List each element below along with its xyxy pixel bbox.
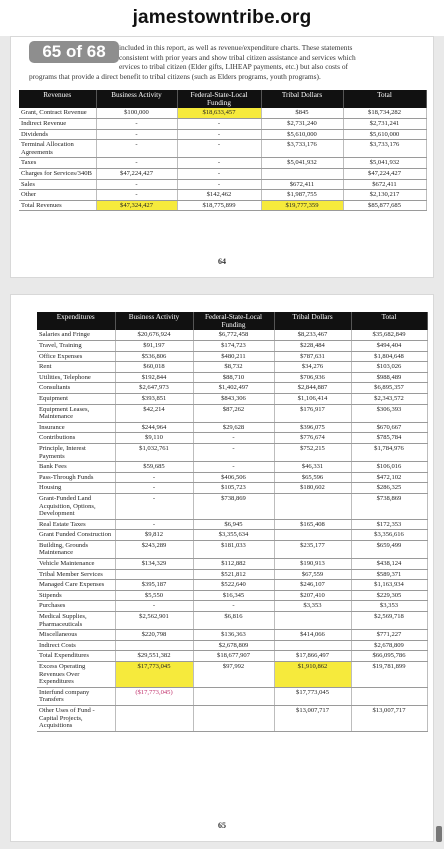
table-cell: $522,640 <box>193 580 274 591</box>
table-cell: - <box>193 443 274 461</box>
table-row <box>37 341 427 352</box>
column-header: Business Activity <box>96 90 177 108</box>
column-header: Tribal Dollars <box>274 312 351 330</box>
table-cell: - <box>177 140 261 158</box>
table-cell: $17,773,045 <box>115 662 193 688</box>
column-header: Expenditures <box>37 312 115 330</box>
row-label: Office Expenses <box>37 351 115 362</box>
table-cell: $106,016 <box>351 462 427 473</box>
table-cell: $8,732 <box>193 362 274 373</box>
row-label: Medical Supplies, Pharmaceuticals <box>37 612 115 630</box>
table-cell: - <box>96 190 177 201</box>
column-header: Total <box>351 312 427 330</box>
table-row <box>37 404 427 422</box>
table-cell: $244,964 <box>115 422 193 433</box>
table-cell: $220,798 <box>115 630 193 641</box>
table-cell: - <box>115 601 193 612</box>
table-cell: $8,233,467 <box>274 330 351 340</box>
table-cell: $286,325 <box>351 483 427 494</box>
table-cell: $85,877,685 <box>343 200 426 211</box>
expenditures-body <box>37 330 427 731</box>
table-cell: $20,676,924 <box>115 330 193 340</box>
table-cell: $5,041,932 <box>343 158 426 169</box>
table-cell <box>351 687 427 705</box>
intro-line: ervices to tribal citizen (Elder gifts, LIHEAP payments, etc.) but also costs of <box>119 62 348 72</box>
row-label: Stipends <box>37 590 115 601</box>
table-row <box>37 640 427 651</box>
table-cell: $18,633,457 <box>177 108 261 118</box>
table-cell: $672,411 <box>343 179 426 190</box>
table-cell: $589,371 <box>351 569 427 580</box>
row-label: Grant Funded Construction <box>37 530 115 541</box>
table-cell: $536,806 <box>115 351 193 362</box>
table-cell: $672,411 <box>261 179 343 190</box>
table-cell: $46,331 <box>274 462 351 473</box>
table-cell: $414,066 <box>274 630 351 641</box>
table-cell: $112,882 <box>193 559 274 570</box>
row-label: Building, Grounds Maintenance <box>37 540 115 558</box>
table-cell: $17,866,497 <box>274 651 351 662</box>
table-cell: - <box>96 129 177 140</box>
table-cell: $29,628 <box>193 422 274 433</box>
page-number: 64 <box>218 257 226 266</box>
table-cell: - <box>193 601 274 612</box>
table-row <box>19 108 426 118</box>
table-cell: $306,393 <box>351 404 427 422</box>
row-label: Charges for Services/340B <box>19 168 96 179</box>
table-row <box>37 687 427 705</box>
table-cell: $776,674 <box>274 433 351 444</box>
table-row <box>19 179 426 190</box>
row-label: Interfund company Transfers <box>37 687 115 705</box>
table-cell: $3,353 <box>274 601 351 612</box>
table-cell: $988,489 <box>351 372 427 383</box>
page-counter-badge: 65 of 68 <box>29 41 119 63</box>
table-row <box>37 443 427 461</box>
table-cell: $5,041,932 <box>261 158 343 169</box>
row-label: Total Revenues <box>19 200 96 211</box>
table-cell: ($17,773,045) <box>115 687 193 705</box>
table-cell: $5,610,000 <box>343 129 426 140</box>
table-cell: - <box>96 179 177 190</box>
table-cell: $494,404 <box>351 341 427 352</box>
table-row <box>37 651 427 662</box>
table-cell: - <box>193 433 274 444</box>
table-row <box>37 362 427 373</box>
table-cell: $438,124 <box>351 559 427 570</box>
table-row <box>37 493 427 519</box>
row-label: Grant, Contract Revenue <box>19 108 96 118</box>
row-label: Pass-Through Funds <box>37 472 115 483</box>
table-row <box>37 351 427 362</box>
revenues-body <box>19 108 426 210</box>
table-cell: $172,353 <box>351 519 427 530</box>
table-cell: $91,197 <box>115 341 193 352</box>
revenues-table <box>19 90 427 211</box>
table-cell: $2,647,973 <box>115 383 193 394</box>
table-cell: $18,677,907 <box>193 651 274 662</box>
table-cell: $136,363 <box>193 630 274 641</box>
row-label: Contributions <box>37 433 115 444</box>
table-cell: $103,026 <box>351 362 427 373</box>
row-label: Real Estate Taxes <box>37 519 115 530</box>
table-cell: $66,095,786 <box>351 651 427 662</box>
table-row <box>37 662 427 688</box>
table-cell: $190,913 <box>274 559 351 570</box>
table-cell: $521,812 <box>193 569 274 580</box>
row-label: Dividends <box>19 129 96 140</box>
table-cell: $2,343,572 <box>351 393 427 404</box>
table-cell: $3,733,176 <box>261 140 343 158</box>
row-label: Insurance <box>37 422 115 433</box>
table-cell <box>274 493 351 519</box>
row-label: Other Uses of Fund - Capital Projects, Acquisitions <box>37 705 115 731</box>
table-cell: $843,306 <box>193 393 274 404</box>
row-label: Tribal Member Services <box>37 569 115 580</box>
row-label: Grant-Funded Land Acquisition, Options, Development <box>37 493 115 519</box>
table-row <box>37 483 427 494</box>
table-cell: $235,177 <box>274 540 351 558</box>
table-row <box>19 158 426 169</box>
table-cell: - <box>115 493 193 519</box>
table-cell: $176,917 <box>274 404 351 422</box>
table-cell: $395,187 <box>115 580 193 591</box>
expenditures-table <box>37 312 428 732</box>
table-cell: $2,678,809 <box>351 640 427 651</box>
table-cell: $9,110 <box>115 433 193 444</box>
table-cell: $180,602 <box>274 483 351 494</box>
row-label: Vehicle Maintenance <box>37 559 115 570</box>
table-cell: - <box>177 158 261 169</box>
table-cell: $2,678,809 <box>193 640 274 651</box>
intro-line: programs that provide a direct benefit to tribal citizens (such as Elders programs, youth programs). <box>29 71 321 81</box>
table-cell: $3,355,634 <box>193 530 274 541</box>
table-cell: $13,007,717 <box>351 705 427 731</box>
table-row <box>37 601 427 612</box>
table-cell: $134,329 <box>115 559 193 570</box>
site-header <box>0 0 444 36</box>
row-label: Total Expenditures <box>37 651 115 662</box>
row-label: Sales <box>19 179 96 190</box>
column-header: Revenues <box>19 90 96 108</box>
table-cell: $65,596 <box>274 472 351 483</box>
table-cell: $738,869 <box>351 493 427 519</box>
row-label: Indirect Costs <box>37 640 115 651</box>
table-row <box>19 119 426 130</box>
table-row <box>37 530 427 541</box>
table-cell: - <box>96 158 177 169</box>
table-cell: $2,731,241 <box>343 119 426 130</box>
table-row <box>37 519 427 530</box>
table-cell <box>115 705 193 731</box>
table-cell: $47,224,427 <box>96 168 177 179</box>
table-row <box>37 569 427 580</box>
table-cell: $6,772,458 <box>193 330 274 340</box>
table-cell: $2,562,901 <box>115 612 193 630</box>
table-cell: $9,812 <box>115 530 193 541</box>
table-row <box>37 590 427 601</box>
table-cell: $60,018 <box>115 362 193 373</box>
column-header: Federal-State-Local Funding <box>193 312 274 330</box>
table-row <box>37 393 427 404</box>
table-cell: $2,731,240 <box>261 119 343 130</box>
table-cell: $2,130,217 <box>343 190 426 201</box>
row-label: Taxes <box>19 158 96 169</box>
table-cell <box>274 640 351 651</box>
table-cell: $1,163,934 <box>351 580 427 591</box>
column-header: Tribal Dollars <box>261 90 343 108</box>
table-row <box>37 540 427 558</box>
table-cell: - <box>177 168 261 179</box>
row-label: Consultants <box>37 383 115 394</box>
table-cell: $472,102 <box>351 472 427 483</box>
table-row <box>37 612 427 630</box>
document-page-64 <box>10 36 434 278</box>
table-cell: - <box>177 179 261 190</box>
table-cell: - <box>193 462 274 473</box>
table-cell: $87,262 <box>193 404 274 422</box>
table-cell: $47,324,427 <box>96 200 177 211</box>
table-cell: $29,551,382 <box>115 651 193 662</box>
table-cell: $396,075 <box>274 422 351 433</box>
table-cell: - <box>115 483 193 494</box>
table-cell: $670,667 <box>351 422 427 433</box>
table-row <box>37 559 427 570</box>
table-cell <box>274 530 351 541</box>
table-cell: - <box>96 140 177 158</box>
table-cell: $771,227 <box>351 630 427 641</box>
table-cell: $845 <box>261 108 343 118</box>
row-label: Bank Fees <box>37 462 115 473</box>
table-cell: $229,305 <box>351 590 427 601</box>
table-row <box>37 433 427 444</box>
table-cell: $1,784,976 <box>351 443 427 461</box>
table-cell: $3,353 <box>351 601 427 612</box>
row-label: Housing <box>37 483 115 494</box>
row-label: Purchases <box>37 601 115 612</box>
table-row <box>37 630 427 641</box>
table-cell: $35,682,849 <box>351 330 427 340</box>
table-cell: $659,499 <box>351 540 427 558</box>
table-cell: $88,710 <box>193 372 274 383</box>
table-cell: $738,869 <box>193 493 274 519</box>
table-cell: - <box>177 119 261 130</box>
table-cell: $1,804,648 <box>351 351 427 362</box>
intro-line: consistent with prior years and show tribal citizen assistance and services which <box>119 52 356 62</box>
table-cell: $787,631 <box>274 351 351 362</box>
column-header: Business Activity <box>115 312 193 330</box>
table-row <box>19 200 426 211</box>
row-label: Other <box>19 190 96 201</box>
table-cell: $97,992 <box>193 662 274 688</box>
table-row <box>19 190 426 201</box>
row-label: Excess Operating Revenues Over Expenditures <box>37 662 115 688</box>
row-label: Rent <box>37 362 115 373</box>
table-row <box>19 168 426 179</box>
row-label: Indirect Revenue <box>19 119 96 130</box>
table-cell: $1,106,414 <box>274 393 351 404</box>
table-cell: $3,356,616 <box>351 530 427 541</box>
table-cell <box>115 569 193 580</box>
column-header: Federal-State-Local Funding <box>177 90 261 108</box>
table-cell: $16,345 <box>193 590 274 601</box>
table-cell: $59,685 <box>115 462 193 473</box>
table-cell: $105,723 <box>193 483 274 494</box>
table-cell: $13,007,717 <box>274 705 351 731</box>
table-cell: $34,276 <box>274 362 351 373</box>
table-cell <box>193 705 274 731</box>
row-label: Equipment <box>37 393 115 404</box>
table-cell: $1,987,755 <box>261 190 343 201</box>
table-cell: $18,775,899 <box>177 200 261 211</box>
table-cell: $406,506 <box>193 472 274 483</box>
table-cell: $2,844,887 <box>274 383 351 394</box>
table-cell: - <box>177 129 261 140</box>
table-cell: $752,215 <box>274 443 351 461</box>
table-row <box>19 140 426 158</box>
table-cell: $6,945 <box>193 519 274 530</box>
table-cell: $19,781,899 <box>351 662 427 688</box>
table-cell: - <box>115 519 193 530</box>
row-label: Utilities, Telephone <box>37 372 115 383</box>
table-row <box>37 580 427 591</box>
row-label: Equipment Leases, Maintenance <box>37 404 115 422</box>
revenues-header-row <box>19 90 426 108</box>
table-row <box>37 472 427 483</box>
row-label: Managed Care Expenses <box>37 580 115 591</box>
row-label: Salaries and Fringe <box>37 330 115 340</box>
expenditures-header-row <box>37 312 427 330</box>
table-cell: $1,402,497 <box>193 383 274 394</box>
table-row <box>37 462 427 473</box>
table-cell: $174,723 <box>193 341 274 352</box>
scrollbar-thumb[interactable] <box>436 826 442 842</box>
row-label: Miscellaneous <box>37 630 115 641</box>
table-cell: $5,610,000 <box>261 129 343 140</box>
site-title[interactable]: jamestowntribe.org <box>132 7 312 28</box>
table-cell: $785,784 <box>351 433 427 444</box>
table-cell: $246,107 <box>274 580 351 591</box>
table-cell: $6,895,357 <box>351 383 427 394</box>
table-cell: - <box>115 472 193 483</box>
document-page-65 <box>10 294 434 842</box>
column-header: Total <box>343 90 426 108</box>
row-label: Principle, Interest Payments <box>37 443 115 461</box>
table-cell: $142,462 <box>177 190 261 201</box>
table-cell: $5,550 <box>115 590 193 601</box>
table-cell: $19,777,359 <box>261 200 343 211</box>
intro-line: included in this report, as well as revenue/expenditure charts. These statements <box>119 43 353 52</box>
table-cell: $18,734,282 <box>343 108 426 118</box>
table-row <box>37 705 427 731</box>
table-cell: $706,936 <box>274 372 351 383</box>
table-cell: $480,211 <box>193 351 274 362</box>
table-cell <box>115 640 193 651</box>
table-cell: - <box>96 119 177 130</box>
table-cell: $393,851 <box>115 393 193 404</box>
table-cell: $228,484 <box>274 341 351 352</box>
table-cell: $6,816 <box>193 612 274 630</box>
table-cell: $100,000 <box>96 108 177 118</box>
table-cell: $243,289 <box>115 540 193 558</box>
table-cell <box>193 687 274 705</box>
row-label: Travel, Training <box>37 341 115 352</box>
table-cell: $207,410 <box>274 590 351 601</box>
table-cell <box>274 612 351 630</box>
table-cell: $47,224,427 <box>343 168 426 179</box>
table-cell <box>261 168 343 179</box>
table-cell: $1,032,761 <box>115 443 193 461</box>
row-label: Terminal Allocation Agreements <box>19 140 96 158</box>
table-cell: $192,844 <box>115 372 193 383</box>
table-cell: $3,733,176 <box>343 140 426 158</box>
table-cell: $2,569,718 <box>351 612 427 630</box>
table-row <box>37 330 427 340</box>
table-row <box>37 383 427 394</box>
table-cell: $165,408 <box>274 519 351 530</box>
table-cell: $42,214 <box>115 404 193 422</box>
table-cell: $67,559 <box>274 569 351 580</box>
table-row <box>19 129 426 140</box>
table-cell: $181,033 <box>193 540 274 558</box>
table-cell: $17,773,045 <box>274 687 351 705</box>
page-number: 65 <box>218 821 226 830</box>
table-row <box>37 422 427 433</box>
table-cell: $1,910,862 <box>274 662 351 688</box>
table-row <box>37 372 427 383</box>
